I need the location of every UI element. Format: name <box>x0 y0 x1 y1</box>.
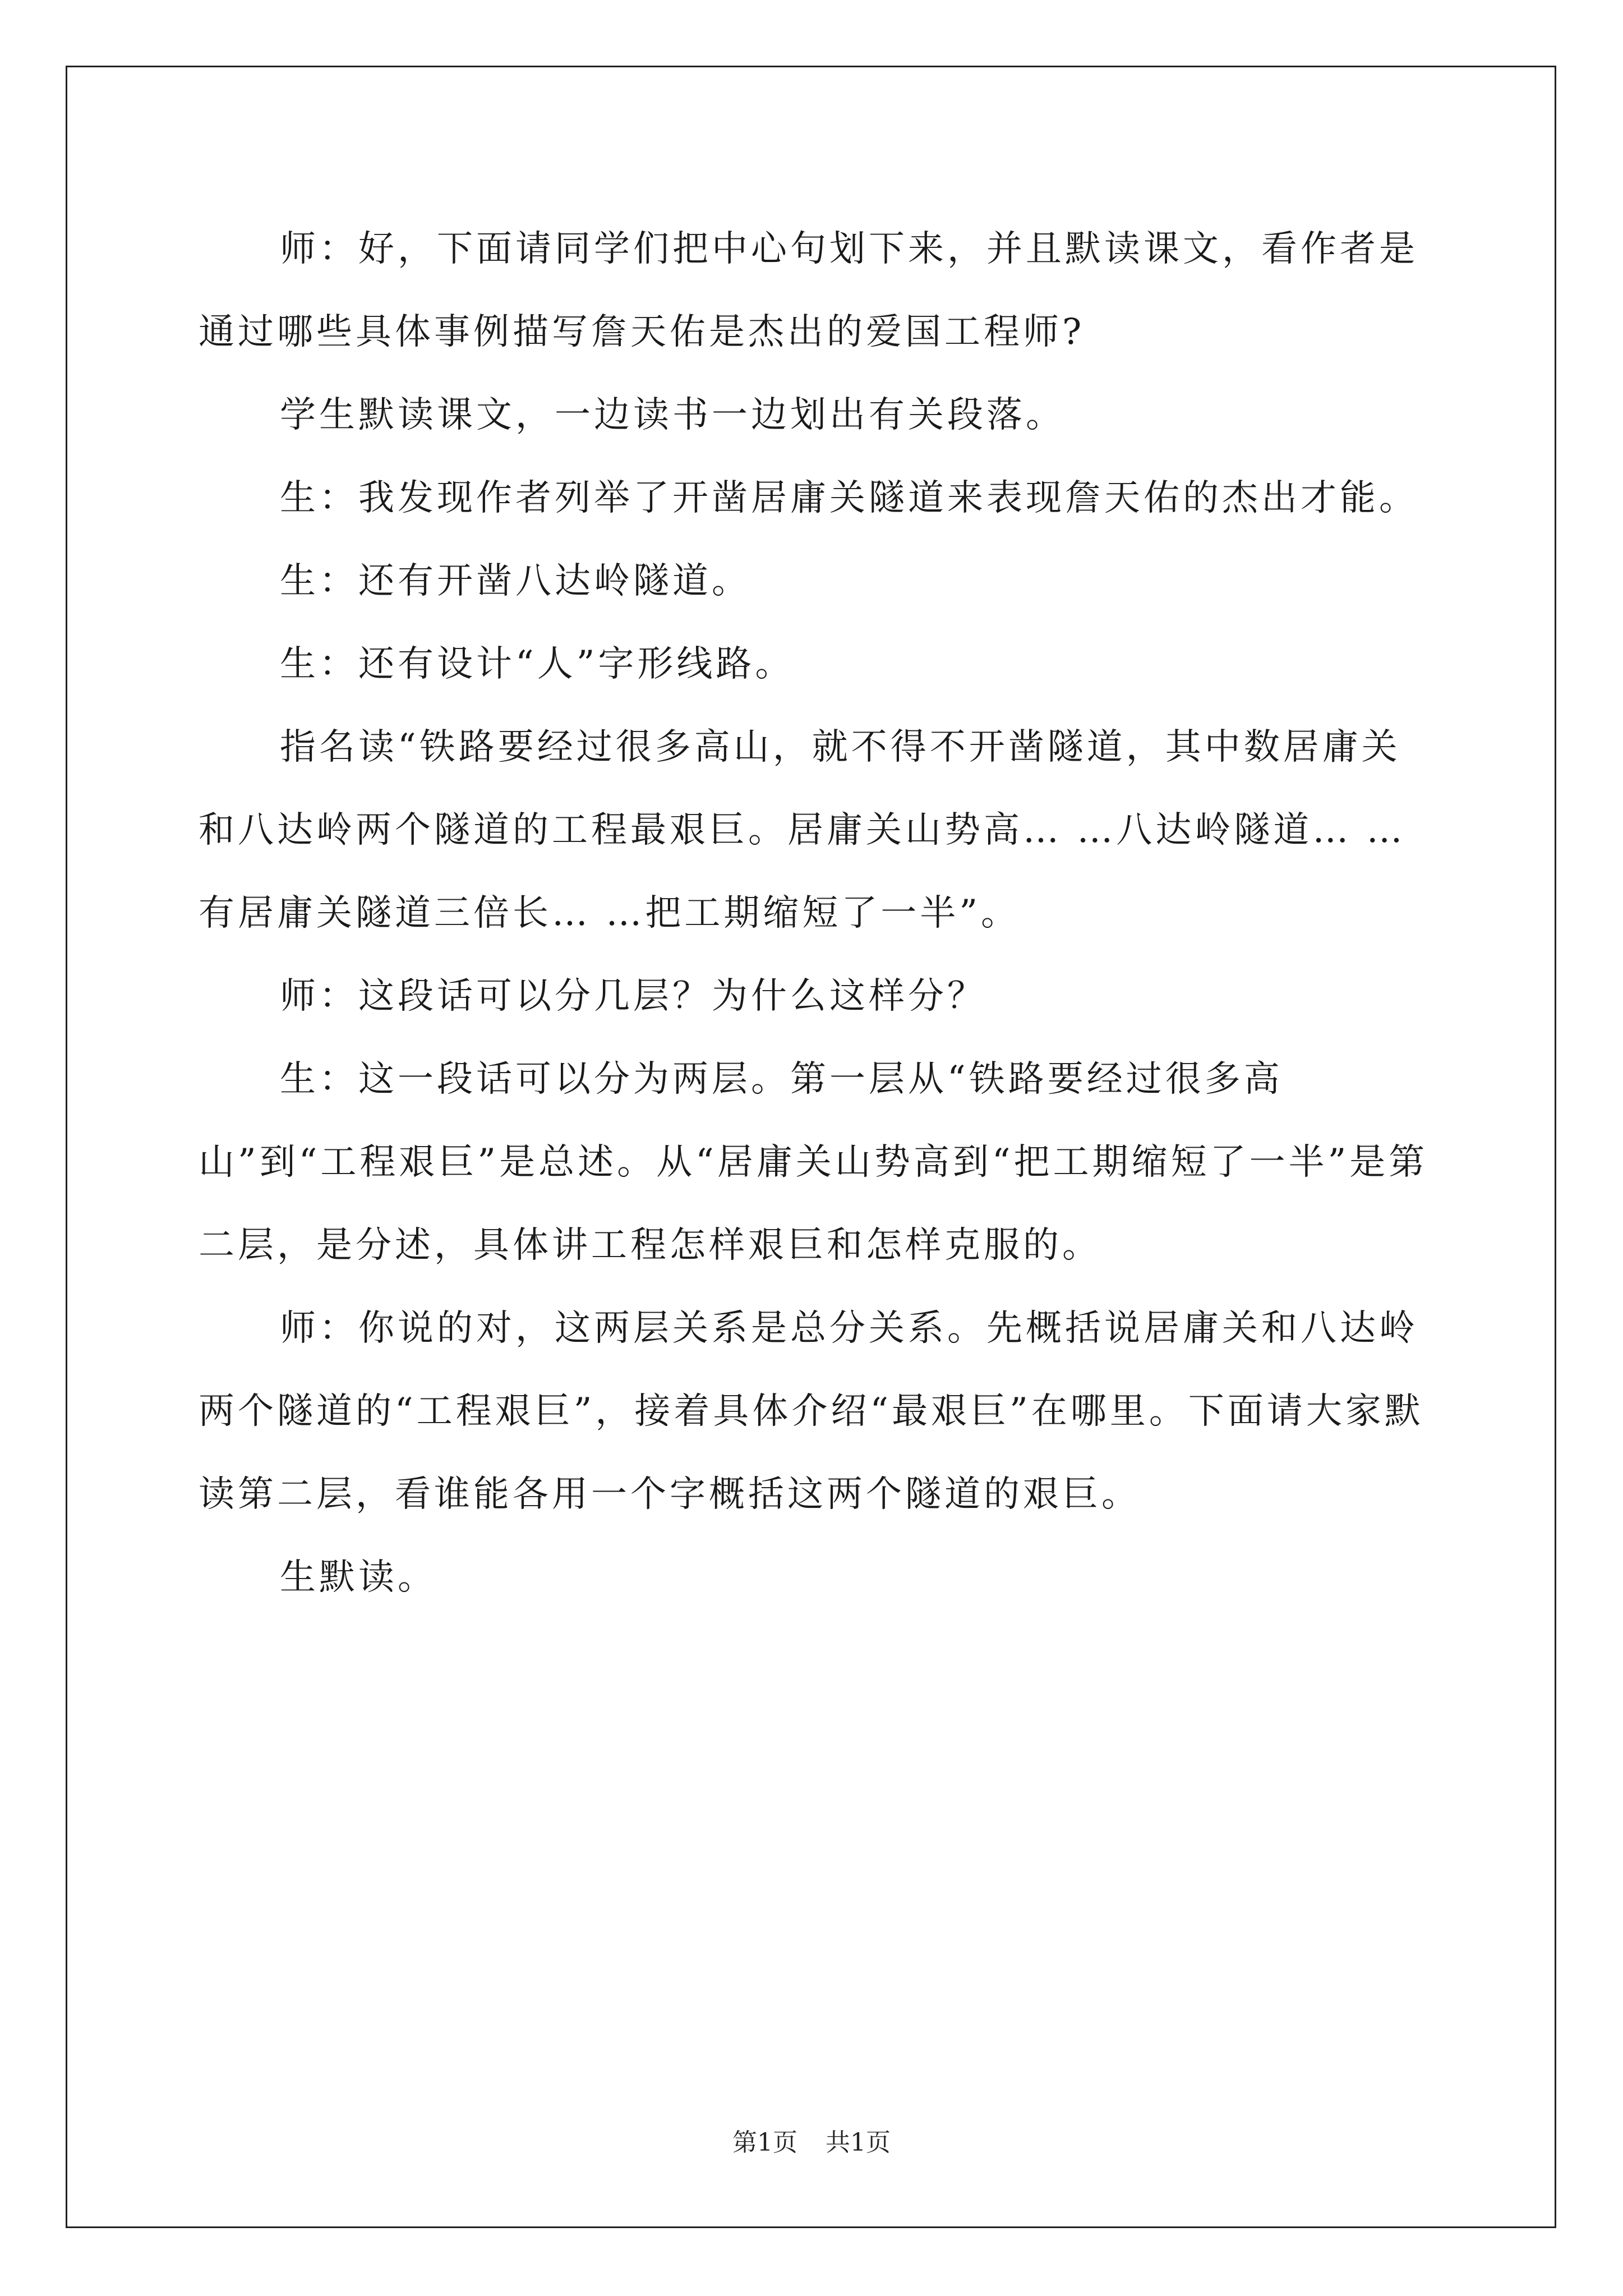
paragraph: 指名读“铁路要经过很多高山，就不得不开凿隧道，其中数居庸关和八达岭两个隧道的工程最艰巨。居庸关山势高… …八达岭隧道… …有居庸关隧道三倍长… …把工期缩短了一半”。 <box>199 726 1406 934</box>
page-footer <box>0 2126 1623 2160</box>
paragraph: 生默读。 <box>280 1557 437 1598</box>
paragraph: 学生默读课文，一边读书一边划出有关段落。 <box>280 394 1065 436</box>
paragraph: 师：这段话可以分几层？为什么这样分？ <box>280 976 986 1017</box>
document-body <box>199 208 1432 1619</box>
paragraph: 生：还有设计“人”字形线路。 <box>280 643 795 685</box>
page-total: 共1页 <box>826 2128 891 2157</box>
paragraph: 生：这一段话可以分为两层。第一层从“铁路要经过很多高山”到“工程艰巨”是总述。从“居庸关山势高到“把工期缩短了一半”是第二层，是分述，具体讲工程怎样艰巨和怎样克服的。 <box>199 1059 1428 1266</box>
page-number: 第1页 <box>732 2128 797 2157</box>
paragraph: 生：我发现作者列举了开凿居庸关隧道来表现詹天佑的杰出才能。 <box>280 477 1418 519</box>
paragraph: 生：还有开凿八达岭隧道。 <box>280 560 751 602</box>
paragraph: 师：你说的对，这两层关系是总分关系。先概括说居庸关和八达岭两个隧道的“工程艰巨”，接着具体介绍“最艰巨”在哪里。下面请大家默读第二层，看谁能各用一个字概括这两个隧道的艰巨。 <box>199 1308 1424 1515</box>
paragraph: 师：好，下面请同学们把中心句划下来，并且默读课文，看作者是通过哪些具体事例描写詹天佑是杰出的爱国工程师? <box>199 228 1418 353</box>
